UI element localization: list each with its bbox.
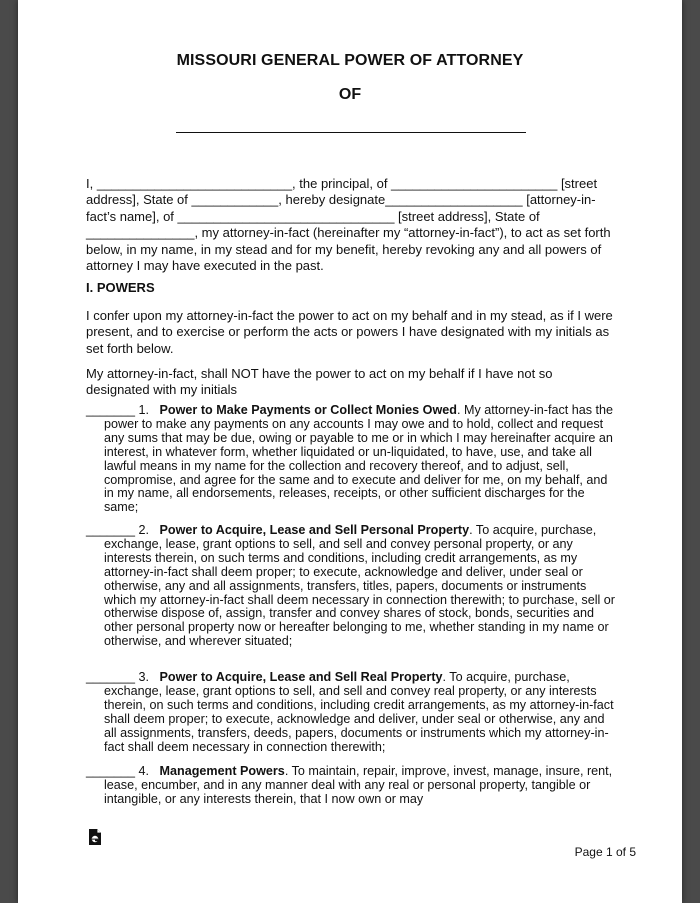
power-item-2 [86, 524, 616, 649]
power-item-4 [86, 765, 616, 807]
power-heading: Power to Make Payments or Collect Monies Owed [159, 403, 457, 417]
power-heading: Management Powers [159, 764, 285, 778]
section-heading: I. POWERS [86, 280, 155, 295]
page-number: Page 1 of 5 [574, 845, 636, 859]
power-heading: Power to Acquire, Lease and Sell Personal Property [159, 523, 470, 537]
initials-blank: _______ 1. [86, 403, 150, 417]
document-page [18, 0, 682, 903]
power-item-3 [86, 671, 616, 754]
power-item-1 [86, 404, 616, 515]
principal-name-line [176, 132, 526, 133]
confer-paragraph: I confer upon my attorney-in-fact the power to act on my behalf and in my stead, as if I were present, and to exercise or perform the acts or powers I have designated with my initials as set forth below. [86, 308, 613, 356]
initials-blank: _______ 3. [86, 670, 150, 684]
document-logo-icon [88, 828, 102, 846]
document-title: MISSOURI GENERAL POWER OF ATTORNEY [176, 52, 524, 69]
of-label: OF [338, 86, 362, 103]
intro-paragraph: I, ___________________________, the principal, of _______________________ [street address], State of ____________, hereby designate___________________ [attorney-in-fact’s name], of ______________________________ [street address], State of _______________, my attorney-in-fact (hereinafter my “attorney-in-fact”), to act as set forth below, in my name, in my stead and for my benefit, hereby revoking any and all powers of attorney I may have executed in the past. [86, 176, 611, 274]
initials-blank: _______ 4. [86, 764, 150, 778]
power-text: . To acquire, purchase, exchange, lease, grant options to sell, and sell and convey real property, or any interests therein, on such terms and conditions, including credit arrangements, as my attorney-in-fact shall deem proper; to execute, acknowledge and deliver, under seal or otherwise, any and all assignments, transfers, deeds, papers, documents or instruments which my attorney-in-fact shall deem necessary in connection therewith; [104, 670, 614, 754]
power-text: . To acquire, purchase, exchange, lease, grant options to sell, and sell and convey personal property, or any interests therein, on such terms and conditions, including credit arrangements, as my attorney-in-fact shall deem proper; to execute, acknowledge and deliver, under seal or otherwise, any and all assignments, transfers, titles, papers, documents or instruments which my attorney-in-fact shall deem necessary in connection therewith; to purchase, sell or otherwise dispose of, assign, transfer and convey shares of stock, bonds, securities and other personal property now or hereafter belonging to me, whether standing in my name or otherwise, and wherever situated; [104, 523, 615, 649]
power-text: . My attorney-in-fact has the power to make any payments on any accounts I may owe and to hold, collect and request any sums that may be due, owing or payable to me or in which I may hereinafter acquire an interest, in whatever form, whether liquidated or un-liquidated, to have, use, and take all lawful means in my name for the collection and recovery thereof, and to adjust, sell, compromise, and agree for the same and to execute and deliver for me, on my behalf, and in my name, all endorsements, releases, receipts, or other sufficient discharges for the same; [104, 403, 614, 515]
power-text: . To maintain, repair, improve, invest, manage, insure, rent, lease, encumber, and in any manner deal with any real or personal property, tangible or intangible, or any interests therein, that I now own or may [104, 764, 613, 806]
not-designated-paragraph: My attorney-in-fact, shall NOT have the power to act on my behalf if I have not so designated with my initials [86, 366, 553, 398]
initials-blank: _______ 2. [86, 523, 150, 537]
power-heading: Power to Acquire, Lease and Sell Real Property [159, 670, 443, 684]
